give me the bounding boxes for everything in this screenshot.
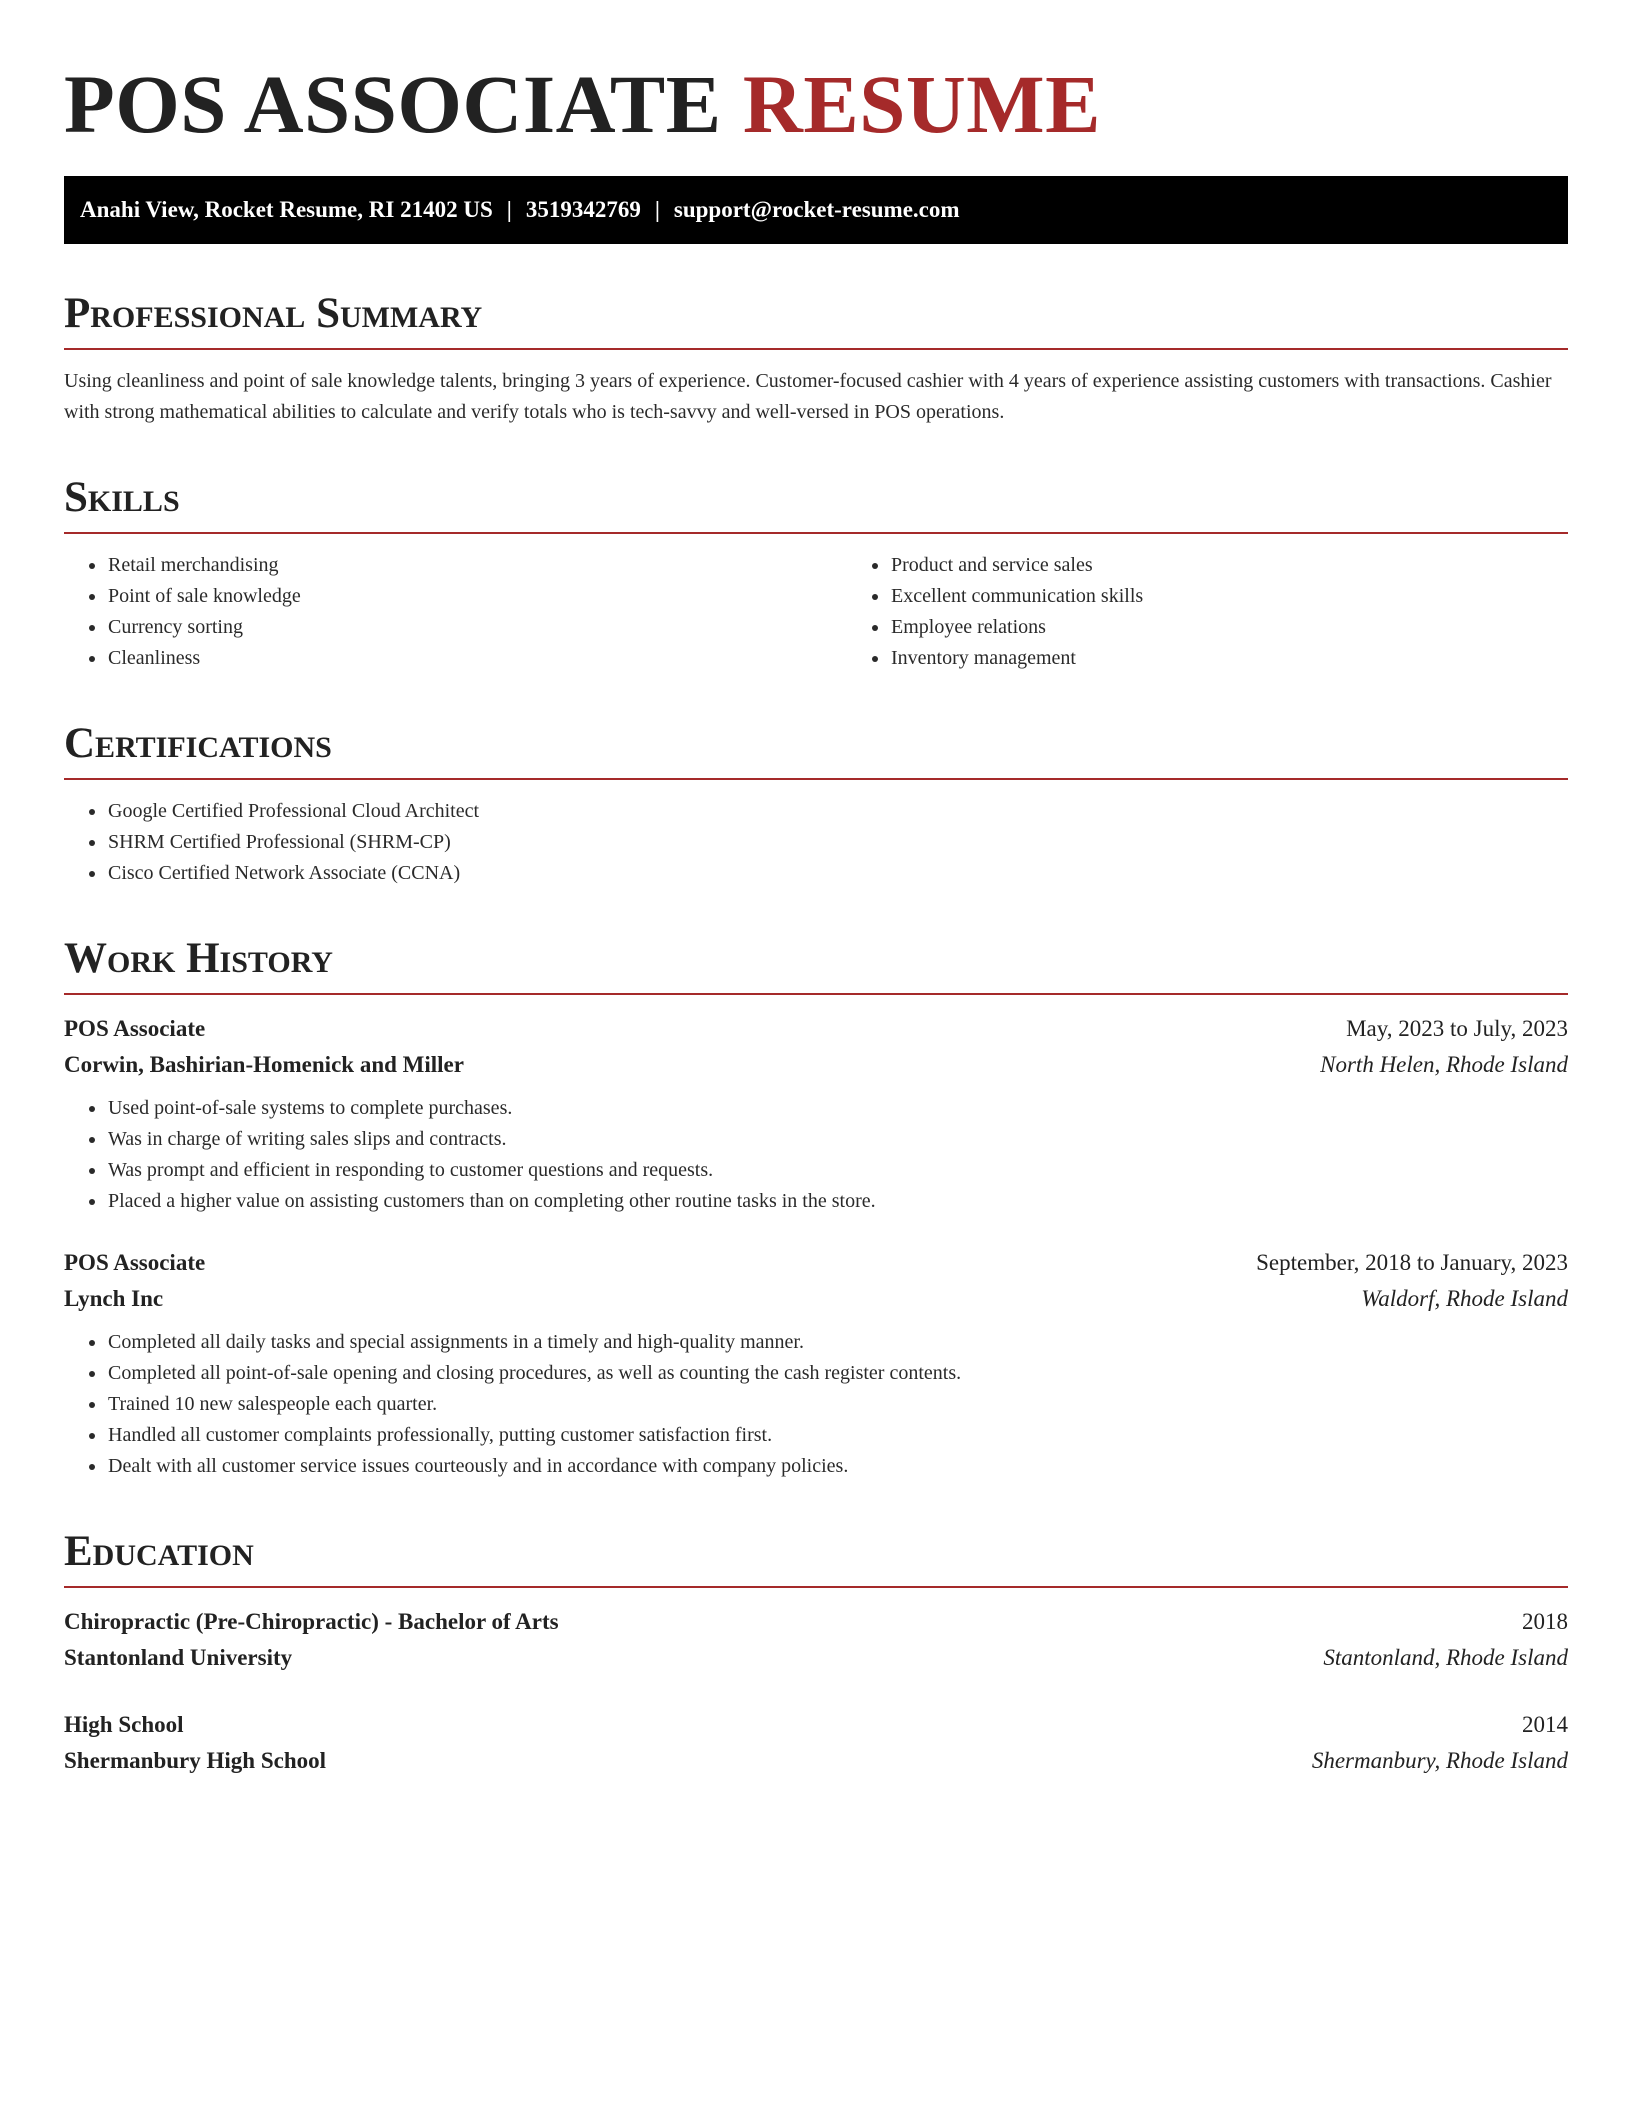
job-dates: September, 2018 to January, 2023 bbox=[1256, 1250, 1568, 1275]
title-accent: RESUME bbox=[742, 58, 1102, 150]
skill-item: • Employee relations bbox=[890, 612, 1630, 643]
job-company: Lynch Inc bbox=[64, 1286, 164, 1311]
job-title: POS Associate bbox=[64, 1016, 206, 1041]
title-main: POS ASSOCIATE bbox=[64, 58, 722, 150]
contact-address: Anahi View, Rocket Resume, RI 21402 US bbox=[80, 197, 493, 222]
job-title-row bbox=[64, 1245, 1568, 1281]
education-degree: Chiropractic (Pre-Chiropractic) - Bachelor of Arts bbox=[64, 1609, 559, 1634]
skill-item: • Currency sorting bbox=[107, 612, 847, 643]
certifications-heading: Certifications bbox=[64, 720, 332, 767]
job-duties bbox=[64, 1327, 1568, 1482]
job-company-row bbox=[64, 1281, 1568, 1317]
section-divider bbox=[64, 348, 1568, 350]
education-degree: High School bbox=[64, 1712, 184, 1737]
section-divider bbox=[64, 778, 1568, 780]
job-duty-item: • Placed a higher value on assisting customers than on completing other routine tasks in the store. bbox=[107, 1186, 1568, 1217]
education-school-row bbox=[64, 1640, 1568, 1676]
summary-heading: Professional Summary bbox=[64, 290, 483, 337]
education-entry bbox=[64, 1604, 1568, 1676]
skill-item: • Excellent communication skills bbox=[890, 581, 1630, 612]
certifications-list bbox=[64, 796, 1568, 889]
job-duty-item: • Trained 10 new salespeople each quarter. bbox=[107, 1389, 1568, 1420]
skills-list-right bbox=[847, 550, 1630, 674]
skills-heading: Skills bbox=[64, 474, 180, 521]
contact-separator: | bbox=[654, 197, 660, 222]
education-school: Stantonland University bbox=[64, 1645, 293, 1670]
job-entry bbox=[64, 1245, 1568, 1482]
job-title: POS Associate bbox=[64, 1250, 206, 1275]
job-duty-item: • Was prompt and efficient in responding to customer questions and requests. bbox=[107, 1155, 1568, 1186]
skills-section bbox=[64, 470, 1568, 674]
section-divider bbox=[64, 1586, 1568, 1588]
job-location: Waldorf, Rhode Island bbox=[1361, 1286, 1568, 1311]
skills-list-left bbox=[64, 550, 847, 674]
education-section bbox=[64, 1524, 1568, 1779]
certifications-section bbox=[64, 716, 1568, 889]
job-duty-item: • Handled all customer complaints professionally, putting customer satisfaction first. bbox=[107, 1420, 1568, 1451]
job-duty-item: • Was in charge of writing sales slips and contracts. bbox=[107, 1124, 1568, 1155]
skill-item: • Retail merchandising bbox=[107, 550, 847, 581]
job-duty-item: • Completed all daily tasks and special assignments in a timely and high-quality manner. bbox=[107, 1327, 1568, 1358]
education-school-row bbox=[64, 1743, 1568, 1779]
education-year: 2018 bbox=[1522, 1609, 1568, 1634]
work-history-heading: Work History bbox=[64, 935, 333, 982]
section-divider bbox=[64, 532, 1568, 534]
work-history-section bbox=[64, 931, 1568, 1482]
skill-item: • Product and service sales bbox=[890, 550, 1630, 581]
education-location: Stantonland, Rhode Island bbox=[1323, 1645, 1568, 1670]
education-degree-row bbox=[64, 1604, 1568, 1640]
resume-title bbox=[64, 54, 1568, 154]
job-title-row bbox=[64, 1011, 1568, 1047]
skill-item: • Inventory management bbox=[890, 643, 1630, 674]
contact-email: support@rocket-resume.com bbox=[673, 197, 960, 222]
education-degree-row bbox=[64, 1707, 1568, 1743]
contact-bar bbox=[64, 176, 1568, 244]
job-duty-item: • Completed all point-of-sale opening and closing procedures, as well as counting the cash register contents. bbox=[107, 1358, 1568, 1389]
education-location: Shermanbury, Rhode Island bbox=[1311, 1748, 1568, 1773]
job-company: Corwin, Bashirian-Homenick and Miller bbox=[64, 1052, 464, 1077]
education-school: Shermanbury High School bbox=[64, 1748, 326, 1773]
job-duty-item: • Dealt with all customer service issues courteously and in accordance with company policies. bbox=[107, 1451, 1568, 1482]
contact-separator: | bbox=[506, 197, 512, 222]
skill-item: • Cleanliness bbox=[107, 643, 847, 674]
certification-item: • Google Certified Professional Cloud Architect bbox=[107, 796, 1568, 827]
job-entry bbox=[64, 1011, 1568, 1217]
certification-item: • Cisco Certified Network Associate (CCNA) bbox=[107, 858, 1568, 889]
skill-item: • Point of sale knowledge bbox=[107, 581, 847, 612]
education-year: 2014 bbox=[1522, 1712, 1568, 1737]
job-duty-item: • Used point-of-sale systems to complete purchases. bbox=[107, 1093, 1568, 1124]
job-location: North Helen, Rhode Island bbox=[1320, 1052, 1568, 1077]
education-entry bbox=[64, 1707, 1568, 1779]
section-divider bbox=[64, 993, 1568, 995]
job-duties bbox=[64, 1093, 1568, 1217]
certification-item: • SHRM Certified Professional (SHRM-CP) bbox=[107, 827, 1568, 858]
contact-phone: 3519342769 bbox=[525, 197, 641, 222]
skills-columns bbox=[64, 550, 1568, 674]
job-dates: May, 2023 to July, 2023 bbox=[1346, 1016, 1568, 1041]
job-company-row bbox=[64, 1047, 1568, 1083]
summary-text: Using cleanliness and point of sale knowledge talents, bringing 3 years of experience. Customer-focused cashier with 4 years of experience assisting customers with transactions. Cashier with strong mathematical abilities to calculate and verify totals who is tech-savvy and well-versed in POS operations. bbox=[64, 370, 1552, 423]
summary-section bbox=[64, 286, 1568, 428]
education-heading: Education bbox=[64, 1528, 254, 1575]
